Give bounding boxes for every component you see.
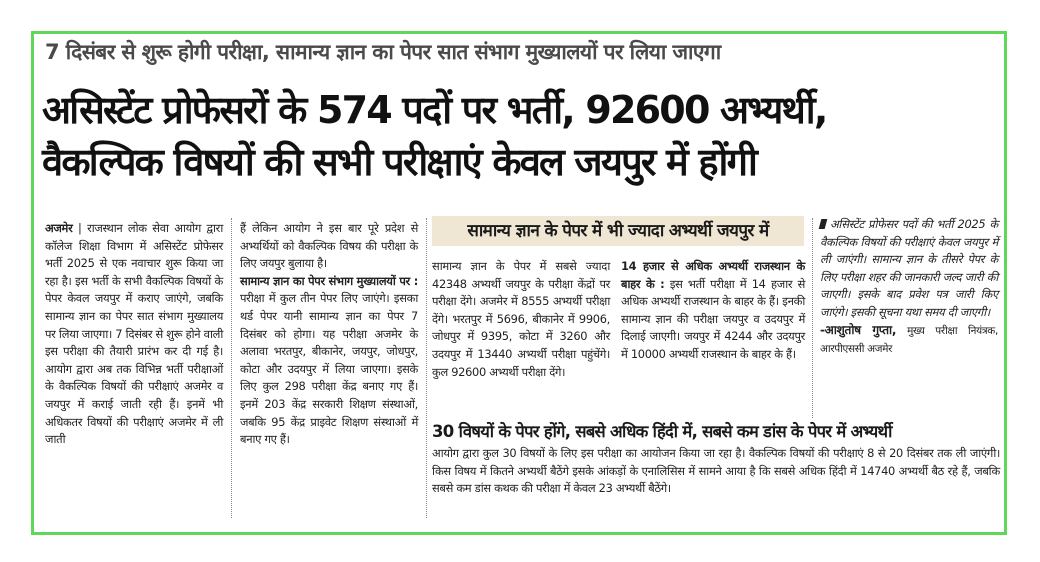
quote-author-role: मुख्य परीक्षा नियंत्रक, आरपीएससी अजमेर [820, 324, 998, 356]
dateline: अजमेर [45, 221, 73, 235]
story-column-2 [240, 220, 418, 449]
box-column-2 [621, 258, 805, 364]
column-divider [426, 218, 427, 518]
box-paragraph: सामान्य ज्ञान के पेपर में सबसे ज्यादा 42348 अभ्यर्थी जयपुर के परीक्षा केंद्रों पर परीक्षा देंगे। अजमेर में 8555 अभ्यर्थी परीक्षा देंगे। भरतपुर में 5696, बीकानेर में 9906, जोधपुर में 9395, कोटा में 3260 और उदयपुर में 13440 अभ्यर्थी परीक्षा पहुंचेंगे। कुल 92600 अभ्यर्थी परीक्षा देंगे। [432, 259, 610, 379]
headline-line-1: असिस्टेंट प्रोफेसरों के 574 पदों पर भर्ती, 92600 अभ्यर्थी, [42, 88, 827, 132]
dateline-separator: | [77, 221, 82, 235]
quote-author: -आशुतोष गुप्ता, [820, 322, 897, 337]
box-side-paragraph: इस भर्ती परीक्षा में 14 हजार से अधिक अभ्यर्थी राजस्थान के बाहर के हैं। इनकी सामान्य ज्ञान की परीक्षा जयपुर व उदयपुर में दिलाई जाएगी। जयपुर में 4244 और उदयपुर में 10000 अभ्यर्थी राजस्थान के बाहर के हैं। [621, 276, 806, 361]
quote-column [820, 216, 998, 359]
main-headline [42, 84, 1002, 188]
story-column-1 [45, 220, 223, 449]
box-side-subhead: 14 हजार से अधिक अभ्यर्थी राजस्थान के बाहर के : [621, 259, 805, 291]
story-subhead: सामान्य ज्ञान का पेपर संभाग मुख्यालयों पर : [240, 273, 418, 288]
story-paragraph-1-continued: हैं लेकिन आयोग ने इस बार पूरे प्रदेश से अभ्यर्थियों को वैकल्पिक विषय की परीक्षा के लिए जयपुर बुलाया है। [240, 221, 418, 271]
box-heading: सामान्य ज्ञान के पेपर में भी ज्यादा अभ्यर्थी जयपुर में [432, 216, 804, 246]
story-paragraph-1: राजस्थान लोक सेवा आयोग द्वारा कॉलेज शिक्षा विभाग में असिस्टेंट प्रोफेसर भर्ती 2025 से एक नवाचार शुरू किया जा रहा है। इस भर्ती के सभी वैकल्पिक विषयों के पेपर केवल जयपुर में कराए जाएंगे, जबकि सामान्य ज्ञान का पेपर सात संभाग मुख्यालय पर लिया जाएगा। 7 दिसंबर से शुरू होने वाली इस परीक्षा की तैयारी प्रारंभ कर दी गई है। आयोग द्वारा अब तक विभिन्न भर्ती परीक्षाओं के वैकल्पिक विषयों की परीक्षाएं अजमेर व जयपुर में कराई जाती रही हैं। इनमें भी अधिकतर विषयों की परीक्षाएं अजमेर में ली जाती [45, 221, 223, 447]
box-column-1 [432, 258, 610, 381]
quote-bullet-icon [819, 219, 828, 229]
kicker-headline: 7 दिसंबर से शुरू होगी परीक्षा, सामान्य ज्ञान का पेपर सात संभाग मुख्यालयों पर लिया जाएगा [45, 40, 721, 64]
quote-text: असिस्टेंट प्रोफेसर पदों की भर्ती 2025 के वैकल्पिक विषयों की परीक्षाएं केवल जयपुर में ली जाएंगी। सामान्य ज्ञान के तीसरे पेपर के लिए परीक्षा शहर की जानकारी जल्द जारी की जाएगी। इसके बाद प्रवेश पत्र जारी किए जाएंगे। इसकी सूचना यथा समय दी जाएगी। [820, 217, 998, 319]
headline-line-2: वैकल्पिक विषयों की सभी परीक्षाएं केवल जयपुर में होंगी [42, 140, 757, 184]
subjects-heading: 30 विषयों के पेपर होंगे, सबसे अधिक हिंदी में, सबसे कम डांस के पेपर में अभ्यर्थी [432, 422, 892, 441]
story-paragraph-2: परीक्षा में कुल तीन पेपर लिए जाएंगे। इसका थर्ड पेपर यानी सामान्य ज्ञान का पेपर 7 दिसंबर को होगा। यह परीक्षा अजमेर के अलावा भरतपुर, बीकानेर, जयपुर, जोधपुर, कोटा और उदयपुर में लिया जाएगा। इसके लिए कुल 298 परीक्षा केंद्र बनाए गए हैं। इनमें 203 केंद्र सरकारी शिक्षण संस्थाओं, जबकि 95 केंद्र प्राइवेट शिक्षण संस्थाओं में बनाए गए हैं। [240, 291, 418, 447]
subjects-paragraph: आयोग द्वारा कुल 30 विषयों के लिए इस परीक्षा का आयोजन किया जा रहा है। वैकल्पिक विषयों की परीक्षाएं 8 से 20 दिसंबर तक ली जाएंगी। किस विषय में कितने अभ्यर्थी बैठेंगे इसके आंकड़ों के एनालिसिस में सामने आया है कि सबसे अधिक हिंदी में 14740 अभ्यर्थी बैठ रहे हैं, जबकि सबसे कम डांस कथक की परीक्षा में केवल 23 अभ्यर्थी बैठेंगे। [432, 446, 1000, 496]
column-divider [812, 218, 813, 418]
column-divider [231, 218, 232, 518]
